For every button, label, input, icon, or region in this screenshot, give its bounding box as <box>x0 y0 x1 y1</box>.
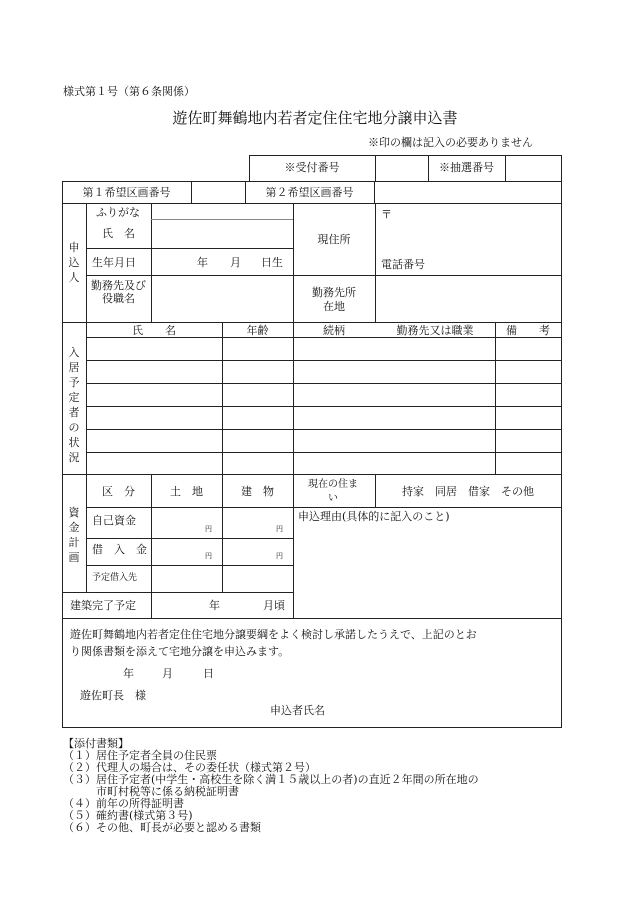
workplace-field[interactable] <box>152 276 292 321</box>
form-reference: 様式第１号（第６条関係） <box>63 85 195 98</box>
lender-label: 予定借入先 <box>92 573 138 583</box>
attachment-item: （１）居住予定者全員の住民票 <box>63 749 217 762</box>
own-funds-label: 自己資金 <box>92 514 136 527</box>
note: ※印の欄は記入の必要ありません <box>368 136 533 149</box>
current-housing-label: 現在の住まい <box>308 479 358 504</box>
attachment-item: （６）その他、町長が必要と認める書類 <box>63 821 261 834</box>
phone-field[interactable] <box>428 256 560 274</box>
date-day-unit: 日 <box>203 667 214 680</box>
own-land-yen: 円 <box>205 525 212 533</box>
attachment-item: （５）確約書(様式第３号) <box>63 809 193 822</box>
attachment-item: 市町村税等に係る納税証明書 <box>63 785 239 798</box>
lottery-number-field[interactable] <box>506 156 560 180</box>
attachment-item: （４）前年の所得証明書 <box>63 797 184 810</box>
lot-preference-2-field[interactable] <box>375 182 560 202</box>
own-funds-building-field[interactable] <box>223 508 293 537</box>
resident-row[interactable] <box>87 384 561 405</box>
workplace-label: 勤務先及び役職名 <box>91 279 146 305</box>
loan-land-field[interactable] <box>152 539 222 564</box>
resident-row[interactable] <box>87 338 561 359</box>
completion-month-unit: 月頃 <box>263 599 285 612</box>
date-year-unit: 年 <box>123 667 134 680</box>
lot-preference-1-field[interactable] <box>192 182 244 202</box>
resident-row[interactable] <box>87 430 561 451</box>
birth-day-unit: 日生 <box>261 256 283 269</box>
completion-year-unit: 年 <box>209 599 220 612</box>
residents-header-remarks: 備 考 <box>506 324 550 337</box>
phone-label: 電話番号 <box>381 258 425 271</box>
form-title: 遊佐町舞鶴地内若者定住住宅地分譲申込書 <box>172 109 458 127</box>
furigana-label: ふりがな <box>96 206 140 219</box>
attachments-heading: 【添付書類】 <box>63 737 129 750</box>
applicant-signature-field[interactable] <box>340 700 550 722</box>
birthdate-label: 生年月日 <box>92 256 136 269</box>
attachment-item: （３）居住予定者(中学生・高校生を除く満１５歳以上の者)の直近２年間の所在地の <box>63 773 479 786</box>
current-housing-options[interactable]: 持家 同居 借家 その他 <box>402 485 534 498</box>
work-address-label: 勤務先所在地 <box>312 286 356 313</box>
applicant-name-label: 申込者氏名 <box>270 704 325 717</box>
loan-building-yen: 円 <box>276 552 283 560</box>
reception-number-label: ※受付番号 <box>284 161 340 174</box>
applicant-section-label: 申込人 <box>68 241 80 284</box>
birth-year-unit: 年 <box>197 256 208 269</box>
resident-row[interactable] <box>87 361 561 382</box>
own-building-yen: 円 <box>276 525 283 533</box>
residents-header-occupation: 勤務先又は職業 <box>396 324 474 337</box>
own-funds-land-field[interactable] <box>152 508 222 537</box>
resident-row[interactable] <box>87 453 561 473</box>
funding-section-label: 資金計画 <box>68 506 80 564</box>
residents-header-relation: 続柄 <box>323 324 345 337</box>
completion-label: 建築完了予定 <box>70 599 136 612</box>
name-field[interactable] <box>152 220 292 247</box>
date-month-unit: 月 <box>162 667 173 680</box>
postal-mark: 〒 <box>381 208 392 221</box>
funding-building-header: 建 物 <box>241 485 274 498</box>
loan-label: 借 入 金 <box>92 543 147 556</box>
work-address-field[interactable] <box>376 276 560 321</box>
resident-row[interactable] <box>87 407 561 428</box>
birthdate-field[interactable] <box>152 249 292 274</box>
lottery-number-label: ※抽選番号 <box>439 161 494 174</box>
birth-month-unit: 月 <box>230 256 241 269</box>
funding-land-header: 土 地 <box>170 485 203 498</box>
declaration-line-1: 遊佐町舞鶴地内若者定住住宅地分譲要綱をよく検討し承諾したうえで、上記のとお <box>70 628 477 641</box>
lot-preference-2-label: 第２希望区画番号 <box>265 186 354 199</box>
name-label: 氏 名 <box>102 227 135 240</box>
loan-land-yen: 円 <box>205 552 212 560</box>
reason-label: 申込理由(具体的に記入のこと) <box>298 510 450 523</box>
residents-header-age: 年齢 <box>246 324 269 337</box>
reception-number-field[interactable] <box>376 156 427 180</box>
declaration-line-2: り関係書類を添えて宅地分譲を申込みます。 <box>70 645 290 658</box>
lender-field[interactable] <box>152 566 292 591</box>
lot-preference-1-label: 第１希望区画番号 <box>82 186 171 199</box>
residents-section-label: 入居予定者の状況 <box>68 346 80 464</box>
mayor-address: 遊佐町長 様 <box>80 689 146 702</box>
funding-category-header: 区 分 <box>102 485 135 498</box>
loan-building-field[interactable] <box>223 539 293 564</box>
attachment-item: （２）代理人の場合は、その委任状（様式第２号） <box>63 761 316 774</box>
address-label: 現住所 <box>317 233 351 246</box>
reason-field[interactable] <box>294 526 560 617</box>
residents-header-name: 氏 名 <box>132 324 176 337</box>
address-field[interactable] <box>376 204 560 256</box>
completion-field[interactable] <box>152 593 292 617</box>
furigana-field[interactable] <box>152 204 292 218</box>
